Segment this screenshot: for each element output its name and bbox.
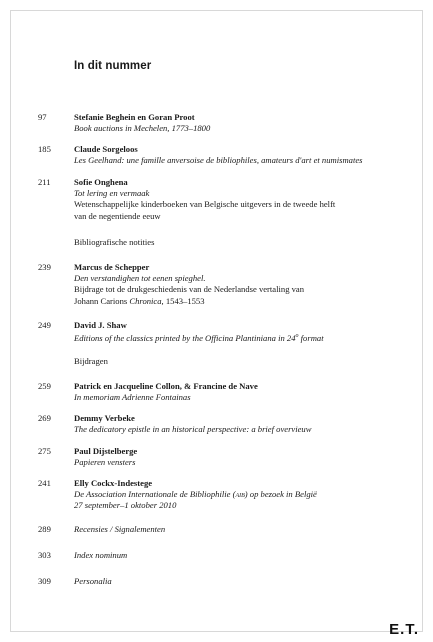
page-number: 289 — [38, 524, 51, 534]
page-number: 309 — [38, 576, 51, 586]
page-number: 185 — [38, 144, 51, 154]
title-superscript: o — [295, 333, 299, 340]
article-subtitle: 27 september–1 oktober 2010 — [74, 500, 177, 511]
article-title: Index nominum — [74, 550, 128, 560]
article-subtitle — [74, 296, 404, 307]
page-number: 97 — [38, 112, 47, 122]
author: Paul Dijstelberge — [74, 446, 138, 456]
author: Marcus de Schepper — [74, 262, 150, 272]
page-number: 239 — [38, 262, 51, 272]
article-title: Tot lering en vermaak — [74, 188, 150, 199]
author: David J. Shaw — [74, 320, 127, 330]
article-title: Den verstandighen tot eenen spieghel. — [74, 273, 206, 284]
page-title: In dit nummer — [74, 60, 152, 72]
article-subtitle: Wetenschappelijke kinderboeken van Belgische uitgevers in de tweede helft — [74, 199, 336, 210]
author: Claude Sorgeloos — [74, 144, 138, 154]
author: Elly Cockx-Indestege — [74, 478, 153, 488]
page-number: 241 — [38, 478, 51, 488]
author: Patrick en Jacqueline Collon, & Francine de Nave — [74, 381, 258, 391]
article-title: Book auctions in Mechelen, 1773–1800 — [74, 123, 211, 134]
subtitle-text: Johann Carions — [74, 295, 130, 306]
article-subtitle: van de negentiende eeuw — [74, 210, 161, 221]
article-title: Les Geelhand: une famille anversoise de bibliophiles, amateurs d'art et numismates — [74, 155, 363, 166]
article-subtitle: Bijdrage tot de drukgeschiedenis van de Nederlandse vertaling van — [74, 284, 305, 295]
subtitle-italic: Chronica — [129, 295, 162, 306]
page-number: 269 — [38, 413, 51, 423]
section-heading: Bijdragen — [74, 356, 108, 366]
title-smallcaps: aib — [235, 489, 245, 500]
page-number: 275 — [38, 446, 51, 456]
article-title: The dedicatory epistle in an historical perspective: a brief overvieuw — [74, 424, 312, 435]
article-title: In memoriam Adrienne Fontainas — [74, 392, 191, 403]
watermark: E.T. — [389, 621, 419, 638]
page-number: 303 — [38, 550, 51, 560]
article-title: Papieren vensters — [74, 457, 136, 468]
author: Stefanie Beghein en Goran Proot — [74, 112, 195, 122]
page-number: 259 — [38, 381, 51, 391]
page-number: 249 — [38, 320, 51, 330]
subtitle-text: , 1543–1553 — [161, 295, 205, 306]
article-title — [74, 331, 404, 344]
section-heading: Bibliografische notities — [74, 237, 155, 247]
title-text: Editions of the classics printed by the Officina Plantiniana in 24 — [74, 333, 296, 344]
article-title: Personalia — [74, 576, 112, 586]
article-title — [74, 489, 404, 500]
page-number: 211 — [38, 177, 51, 187]
author: Sofie Onghena — [74, 177, 128, 187]
author: Demmy Verbeke — [74, 413, 135, 423]
title-text: ) op bezoek in België — [244, 489, 317, 500]
article-title: Recensies / Signalementen — [74, 524, 166, 534]
title-text: De Association Internationale de Bibliophilie ( — [74, 489, 236, 500]
title-text: format — [298, 333, 324, 344]
